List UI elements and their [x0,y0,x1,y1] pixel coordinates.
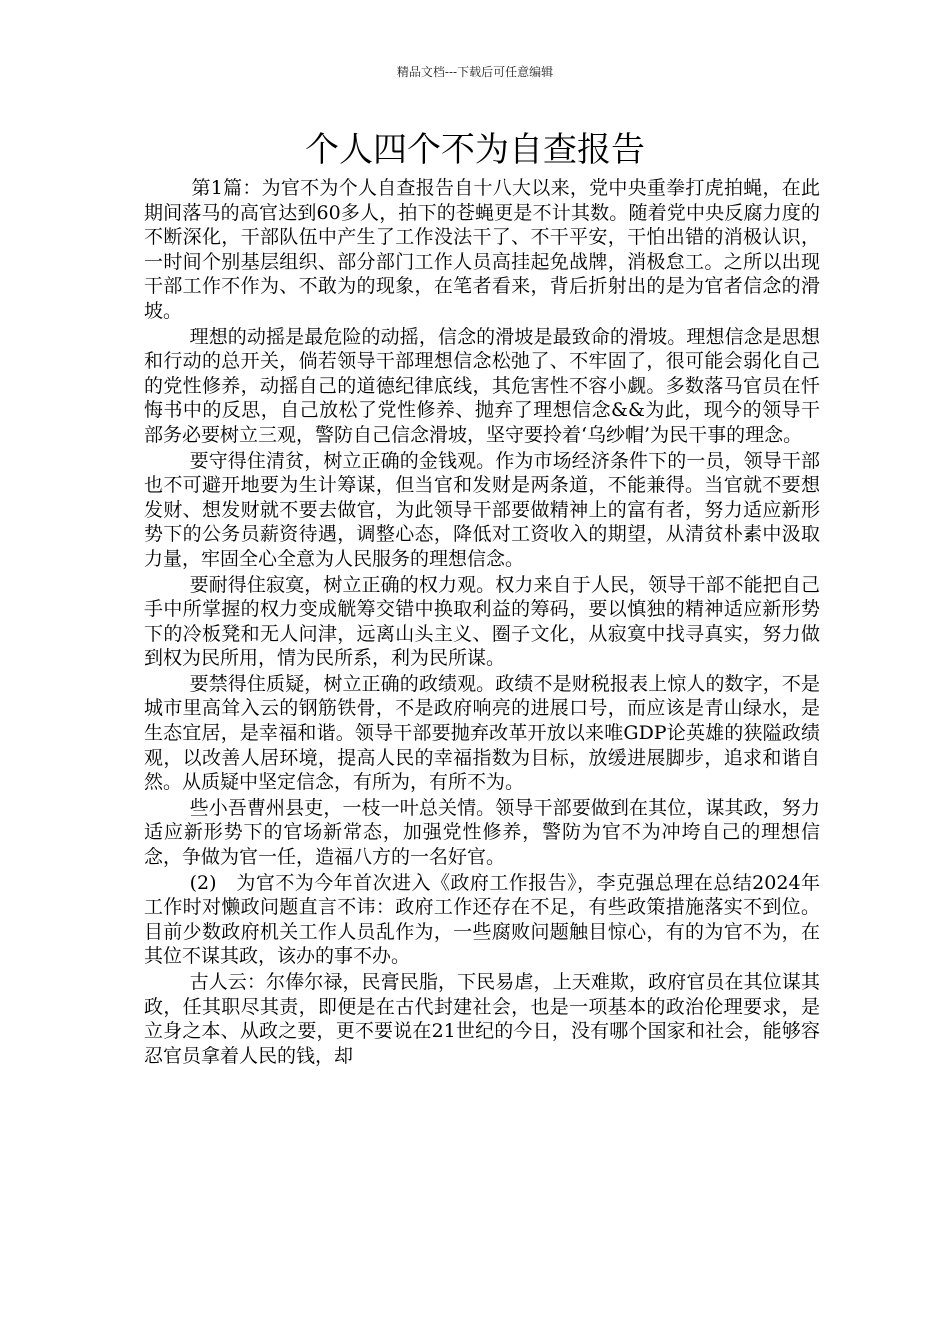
paragraph-6: 些小吾曹州县吏，一枝一叶总关情。领导干部要做到在其位，谋其政，努力适应新形势下的官场新常态，加强党性修养，警防为官不为冲垮自己的理想信念，争做为官一任，造福八方的一名好官。 [144,796,820,869]
page-header: 精品文档---下载后可任意编辑 [396,65,554,79]
paragraph-2: 理想的动摇是最危险的动摇，信念的滑坡是最致命的滑坡。理想信念是思想和行动的总开关，倘若领导干部理想信念松弛了、不牢固了，很可能会弱化自己的党性修养，动摇自己的道德纪律底线，其危害性不容小觑。多数落马官员在忏悔书中的反思，自己放松了党性修养、抛弃了理想信念&&为此，现今的领导干部务必要树立三观，警防自己信念滑坡，坚守要拎着‘乌纱帽’为民干事的理念。 [144,325,820,446]
paragraph-3: 要守得住清贫，树立正确的金钱观。作为市场经济条件下的一员，领导干部也不可避开地要为生计筹谋，但当官和发财是两条道，不能兼得。当官就不要想发财、想发财就不要去做官，为此领导干部要做精神上的富有者，努力适应新形势下的公务员薪资待遇，调整心态，降低对工资收入的期望，从清贫朴素中汲取力量，牢固全心全意为人民服务的理想信念。 [144,449,820,570]
paragraph-7: (2) 为官不为今年首次进入《政府工作报告》，李克强总理在总结2024年工作时对懒政问题直言不讳：政府工作还存在不足，有些政策措施落实不到位。目前少数政府机关工作人员乱作为，一些腐败问题触目惊心，有的为官不为，在其位不谋其政，该办的事不办。 [144,871,820,968]
paragraph-1: 第1篇：为官不为个人自查报告自十八大以来，党中央重拳打虎拍蝇，在此期间落马的高官达到60多人，拍下的苍蝇更是不计其数。随着党中央反腐力度的不断深化，干部队伍中产生了工作没法干了、不干平安，干怕出错的消极认识，一时间个别基层组织、部分部门工作人员高挂起免战牌，消极怠工。之所以出现干部工作不作为、不敢为的现象，在笔者看来，背后折射出的是为官者信念的滑坡。 [144,177,820,322]
document-title: 个人四个不为自查报告 [305,130,645,170]
paragraph-8: 古人云：尔俸尔禄，民膏民脂，下民易虐，上天难欺，政府官员在其位谋其政，任其职尽其责，即便是在古代封建社会，也是一项基本的政治伦理要求，是立身之本、从政之要，更不要说在21世纪的今日，没有哪个国家和社会，能够容忍官员拿着人民的钱，却 [144,971,820,1067]
document-body [144,176,820,1069]
paragraph-5: 要禁得住质疑，树立正确的政绩观。政绩不是财税报表上惊人的数字，不是城市里高耸入云的钢筋铁骨，不是政府响亮的进展口号，而应该是青山绿水，是生态宜居，是幸福和谐。领导干部要抛弃改革开放以来唯GDP论英雄的狭隘政绩观，以改善人居环境，提高人民的幸福指数为目标，放缓进展脚步，追求和谐自然。从质疑中坚定信念，有所为，有所不为。 [144,672,820,794]
paragraph-4: 要耐得住寂寞，树立正确的权力观。权力来自于人民，领导干部不能把自己手中所掌握的权力变成觥筹交错中换取利益的筹码，要以慎独的精神适应新形势下的冷板凳和无人问津，远离山头主义、圈子文化，从寂寞中找寻真实，努力做到权为民所用，情为民所系，利为民所谋。 [144,573,820,670]
